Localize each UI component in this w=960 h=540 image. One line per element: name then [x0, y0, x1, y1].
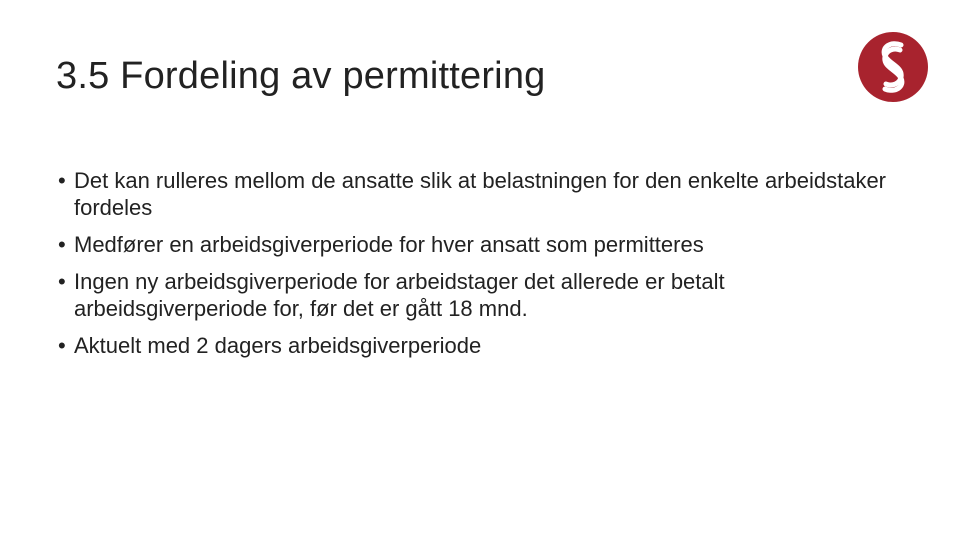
bullet-text: Det kan rulleres mellom de ansatte slik at belastningen for den enkelte arbeidstaker fordeles: [74, 168, 887, 220]
bullet-text: Ingen ny arbeidsgiverperiode for arbeidstager det allerede er betalt arbeidsgiverperiode for, før det er gått 18 mnd.: [74, 269, 725, 321]
bullet-item: [58, 167, 918, 221]
slide-title: 3.5 Fordeling av permittering: [56, 55, 546, 97]
bullet-list: [58, 167, 918, 369]
section-sign-logo-icon: [857, 31, 929, 103]
bullet-dot: •: [58, 232, 66, 257]
bullet-dot: •: [58, 269, 66, 294]
bullet-dot: •: [58, 168, 66, 193]
bullet-item: [58, 268, 918, 322]
bullet-text: Medfører en arbeidsgiverperiode for hver ansatt som permitteres: [74, 232, 704, 257]
bullet-item: [58, 332, 918, 359]
bullet-dot: •: [58, 333, 66, 358]
bullet-item: [58, 231, 918, 258]
bullet-text: Aktuelt med 2 dagers arbeidsgiverperiode: [74, 333, 482, 358]
